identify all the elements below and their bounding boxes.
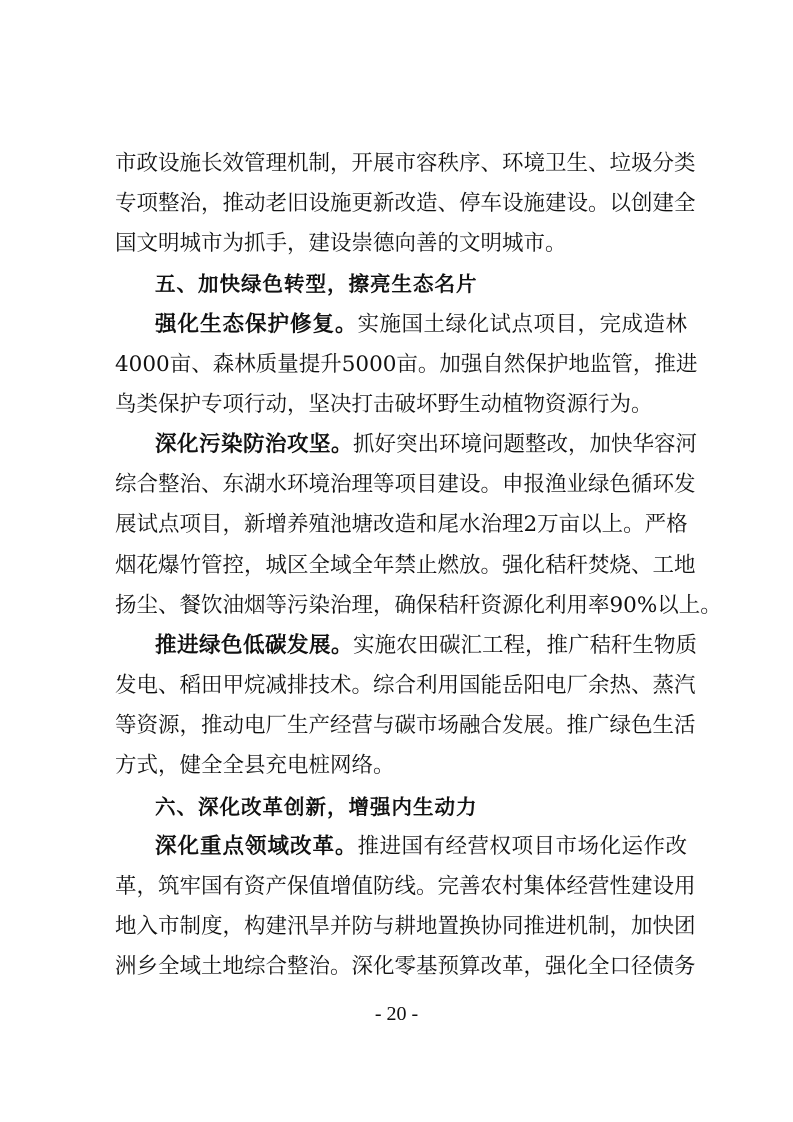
body-line: 烟花爆竹管控，城区全域全年禁止燃放。强化秸秆焚烧、工地 xyxy=(115,553,696,578)
body-line: 发电、稻田甲烷减排技术。综合利用国能岳阳电厂余热、蒸汽 xyxy=(115,673,696,698)
paragraph-text: 实施国土绿化试点项目，完成造林 xyxy=(357,312,687,337)
body-line: 鸟类保护专项行动，坚决打击破坏野生动植物资源行为。 xyxy=(115,392,653,417)
paragraph-lead: 深化重点领域改革。 xyxy=(155,834,358,859)
section-heading-5: 五、加快绿色转型，擦亮生态名片 xyxy=(155,272,478,296)
paragraph-first-line xyxy=(155,425,698,465)
body-line: 革，筑牢国有资产保值增值防线。完善农村集体经营性建设用 xyxy=(115,874,696,899)
paragraph-first-line xyxy=(155,305,687,345)
body-line: 展试点项目，新增养殖池塘改造和尾水治理2万亩以上。严格 xyxy=(115,512,688,537)
body-line: 4000亩、森林质量提升5000亩。加强自然保护地监管，推进 xyxy=(115,352,698,377)
paragraph-first-line xyxy=(155,827,687,867)
paragraph-text: 抓好突出环境问题整改，加快华容河 xyxy=(353,432,698,457)
paragraph-text: 实施农田碳汇工程，推广秸秆生物质 xyxy=(353,633,698,658)
body-line: 扬尘、餐饮油烟等污染治理，确保秸秆资源化利用率90%以上。 xyxy=(115,593,722,618)
body-line: 等资源，推动电厂生产经营与碳市场融合发展。推广绿色生活 xyxy=(115,713,696,738)
body-line: 市政设施长效管理机制，开展市容秩序、环境卫生、垃圾分类 xyxy=(115,151,696,176)
body-line: 综合整治、东湖水环境治理等项目建设。申报渔业绿色循环发 xyxy=(115,472,696,497)
body-line: 方式，健全全县充电桩网络。 xyxy=(115,753,395,778)
paragraph-lead: 推进绿色低碳发展。 xyxy=(155,633,354,658)
body-line: 专项整治，推动老旧设施更新改造、停车设施建设。以创建全 xyxy=(115,191,696,216)
body-line: 国文明城市为抓手，建设崇德向善的文明城市。 xyxy=(115,231,567,256)
paragraph-lead: 强化生态保护修复。 xyxy=(155,312,358,337)
page-number: - 20 - xyxy=(374,1003,419,1025)
paragraph-first-line xyxy=(155,626,698,666)
paragraph-lead: 深化污染防治攻坚。 xyxy=(155,432,354,457)
body-line: 洲乡全域土地综合整治。深化零基预算改革，强化全口径债务 xyxy=(115,954,696,979)
body-line: 地入市制度，构建汛旱并防与耕地置换协同推进机制，加快团 xyxy=(115,914,696,939)
section-heading-6: 六、深化改革创新，增强内生动力 xyxy=(155,795,478,819)
paragraph-text: 推进国有经营权项目市场化运作改 xyxy=(357,834,687,859)
